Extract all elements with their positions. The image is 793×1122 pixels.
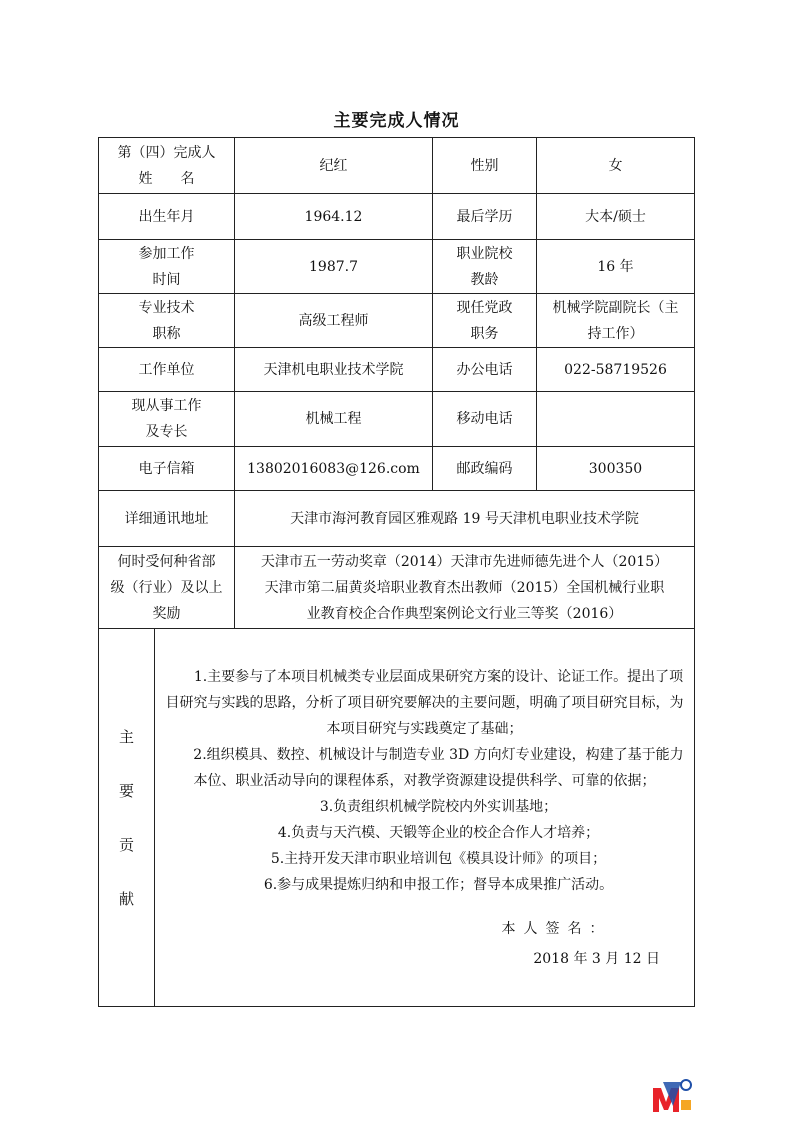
contribution-body: [155, 629, 695, 1007]
post-value: 机械学院副院长（主 持工作）: [537, 294, 695, 348]
table-row: [99, 194, 695, 240]
table-row: [99, 547, 695, 629]
office-phone-label: 办公电话: [433, 348, 537, 392]
table-row: [99, 491, 695, 547]
table-row: [99, 294, 695, 348]
contribution-item: 3.负责组织机械学院校内外实训基地；: [319, 798, 558, 815]
address-value: 天津市海河教育园区雅观路 19 号天津机电职业技术学院: [235, 491, 695, 547]
name-value: 纪红: [235, 138, 433, 194]
education-value: 大本/硕士: [537, 194, 695, 240]
table-row: [99, 240, 695, 294]
school-age-label: 职业院校 教龄: [433, 240, 537, 294]
signature-label: 本人签名：: [501, 920, 612, 937]
contribution-label-char: 主: [118, 727, 134, 746]
birth-label: 出生年月: [99, 194, 235, 240]
post-label: 现任党政 职务: [433, 294, 537, 348]
education-label: 最后学历: [433, 194, 537, 240]
table-row: [99, 629, 695, 1007]
name-label: 第（四）完成人 姓 名: [99, 138, 235, 194]
logo-e-mark: [681, 1080, 691, 1090]
gender-value: 女: [537, 138, 695, 194]
postcode-label: 邮政编码: [433, 447, 537, 491]
work-unit-value: 天津机电职业技术学院: [235, 348, 433, 392]
completer-info-table: [98, 137, 695, 629]
contribution-label-char: 献: [118, 889, 134, 908]
table-row: [99, 348, 695, 392]
gender-label: 性别: [433, 138, 537, 194]
work-start-label: 参加工作 时间: [99, 240, 235, 294]
contribution-item: 5.主持开发天津市职业培训包《模具设计师》的项目；: [270, 850, 607, 867]
email-value: 13802016083@126.com: [235, 447, 433, 491]
specialty-value: 机械工程: [235, 392, 433, 447]
contribution-label-char: 贡: [118, 835, 134, 854]
address-label: 详细通讯地址: [99, 491, 235, 547]
page-title: 主要完成人情况: [333, 111, 460, 131]
awards-label: 何时受何种省部 级（行业）及以上 奖励: [99, 547, 235, 629]
contribution-item: 6.参与成果提炼归纳和申报工作；督导本成果推广活动。: [263, 876, 614, 893]
postcode-value: 300350: [537, 447, 695, 491]
table-row: [99, 138, 695, 194]
specialty-label: 现从事工作 及专长: [99, 392, 235, 447]
contribution-item: 4.负责与天汽模、天锻等企业的校企合作人才培养；: [277, 824, 600, 841]
publisher-logo: [651, 1078, 693, 1114]
table-row: [99, 447, 695, 491]
logo-accent-block: [681, 1100, 691, 1110]
mobile-label: 移动电话: [433, 392, 537, 447]
contribution-item: 1.主要参与了本项目机械类专业层面成果研究方案的设计、论证工作。提出了项目研究与实践的思路，分析了项目研究要解决的主要问题，明确了项目研究目标，为本项目研究与实践奠定了基础；: [165, 668, 684, 737]
signature-date: 2018 年 3 月 12 日: [533, 950, 660, 967]
contribution-table: [98, 628, 695, 1007]
birth-value: 1964.12: [235, 194, 433, 240]
office-phone-value: 022-58719526: [537, 348, 695, 392]
school-age-value: 16 年: [537, 240, 695, 294]
professional-title-value: 高级工程师: [235, 294, 433, 348]
work-start-value: 1987.7: [235, 240, 433, 294]
contribution-label-char: 要: [118, 781, 134, 800]
contribution-label: [99, 629, 155, 1007]
mobile-value: [537, 392, 695, 447]
professional-title-label: 专业技术 职称: [99, 294, 235, 348]
contribution-item: 2.组织模具、数控、机械设计与制造专业 3D 方向灯专业建设，构建了基于能力本位、职业活动导向的课程体系，对教学资源建设提供科学、可靠的依据；: [193, 746, 684, 789]
awards-value: 天津市五一劳动奖章（2014）天津市先进师德先进个人（2015） 天津市第二届黄炎培职业教育杰出教师（2015）全国机械行业职 业教育校企合作典型案例论文行业三等奖（2016）: [235, 547, 695, 629]
table-row: [99, 392, 695, 447]
work-unit-label: 工作单位: [99, 348, 235, 392]
email-label: 电子信箱: [99, 447, 235, 491]
